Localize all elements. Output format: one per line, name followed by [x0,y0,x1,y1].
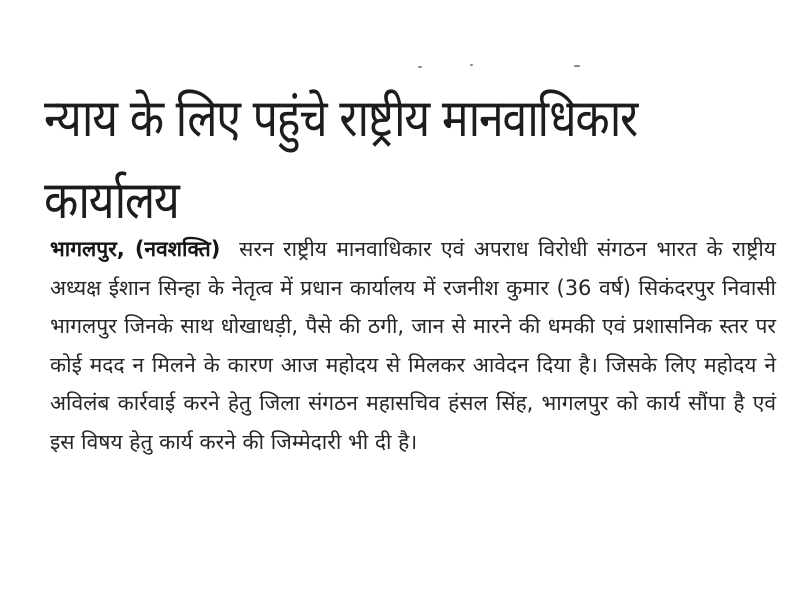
dateline: भागलपुर, (नवशक्ति) [50,237,221,261]
print-speck [418,66,422,68]
print-speck [470,64,473,66]
article-body [50,230,776,462]
body-text: सरन राष्ट्रीय मानवाधिकार एवं अपराध विरोधी संगठन भारत के राष्ट्रीय अध्यक्ष ईशान सिन्हा के नेतृत्व में प्रधान कार्यालय में रजनीश कुमार (36 वर्ष) सिकंदरपुर निवासी भागलपुर जिनके साथ धोखाधड़ी, पैसे की ठगी, जान से मारने की धमकी एवं प्रशासनिक स्तर पर कोई मदद न मिलने के कारण आज महोदय से मिलकर आवेदन दिया है। जिसके लिए महोदय ने अविलंब कार्रवाई करने हेतु जिला संगठन महासचिव हंसल सिंह, भागलपुर को कार्य सौंपा है एवं इस विषय हेतु कार्य करने की जिम्मेदारी भी दी है। [50,237,776,454]
headline: न्याय के लिए पहुंचे राष्ट्रीय मानवाधिकार कार्यालय [44,89,637,231]
print-speck [574,65,580,67]
